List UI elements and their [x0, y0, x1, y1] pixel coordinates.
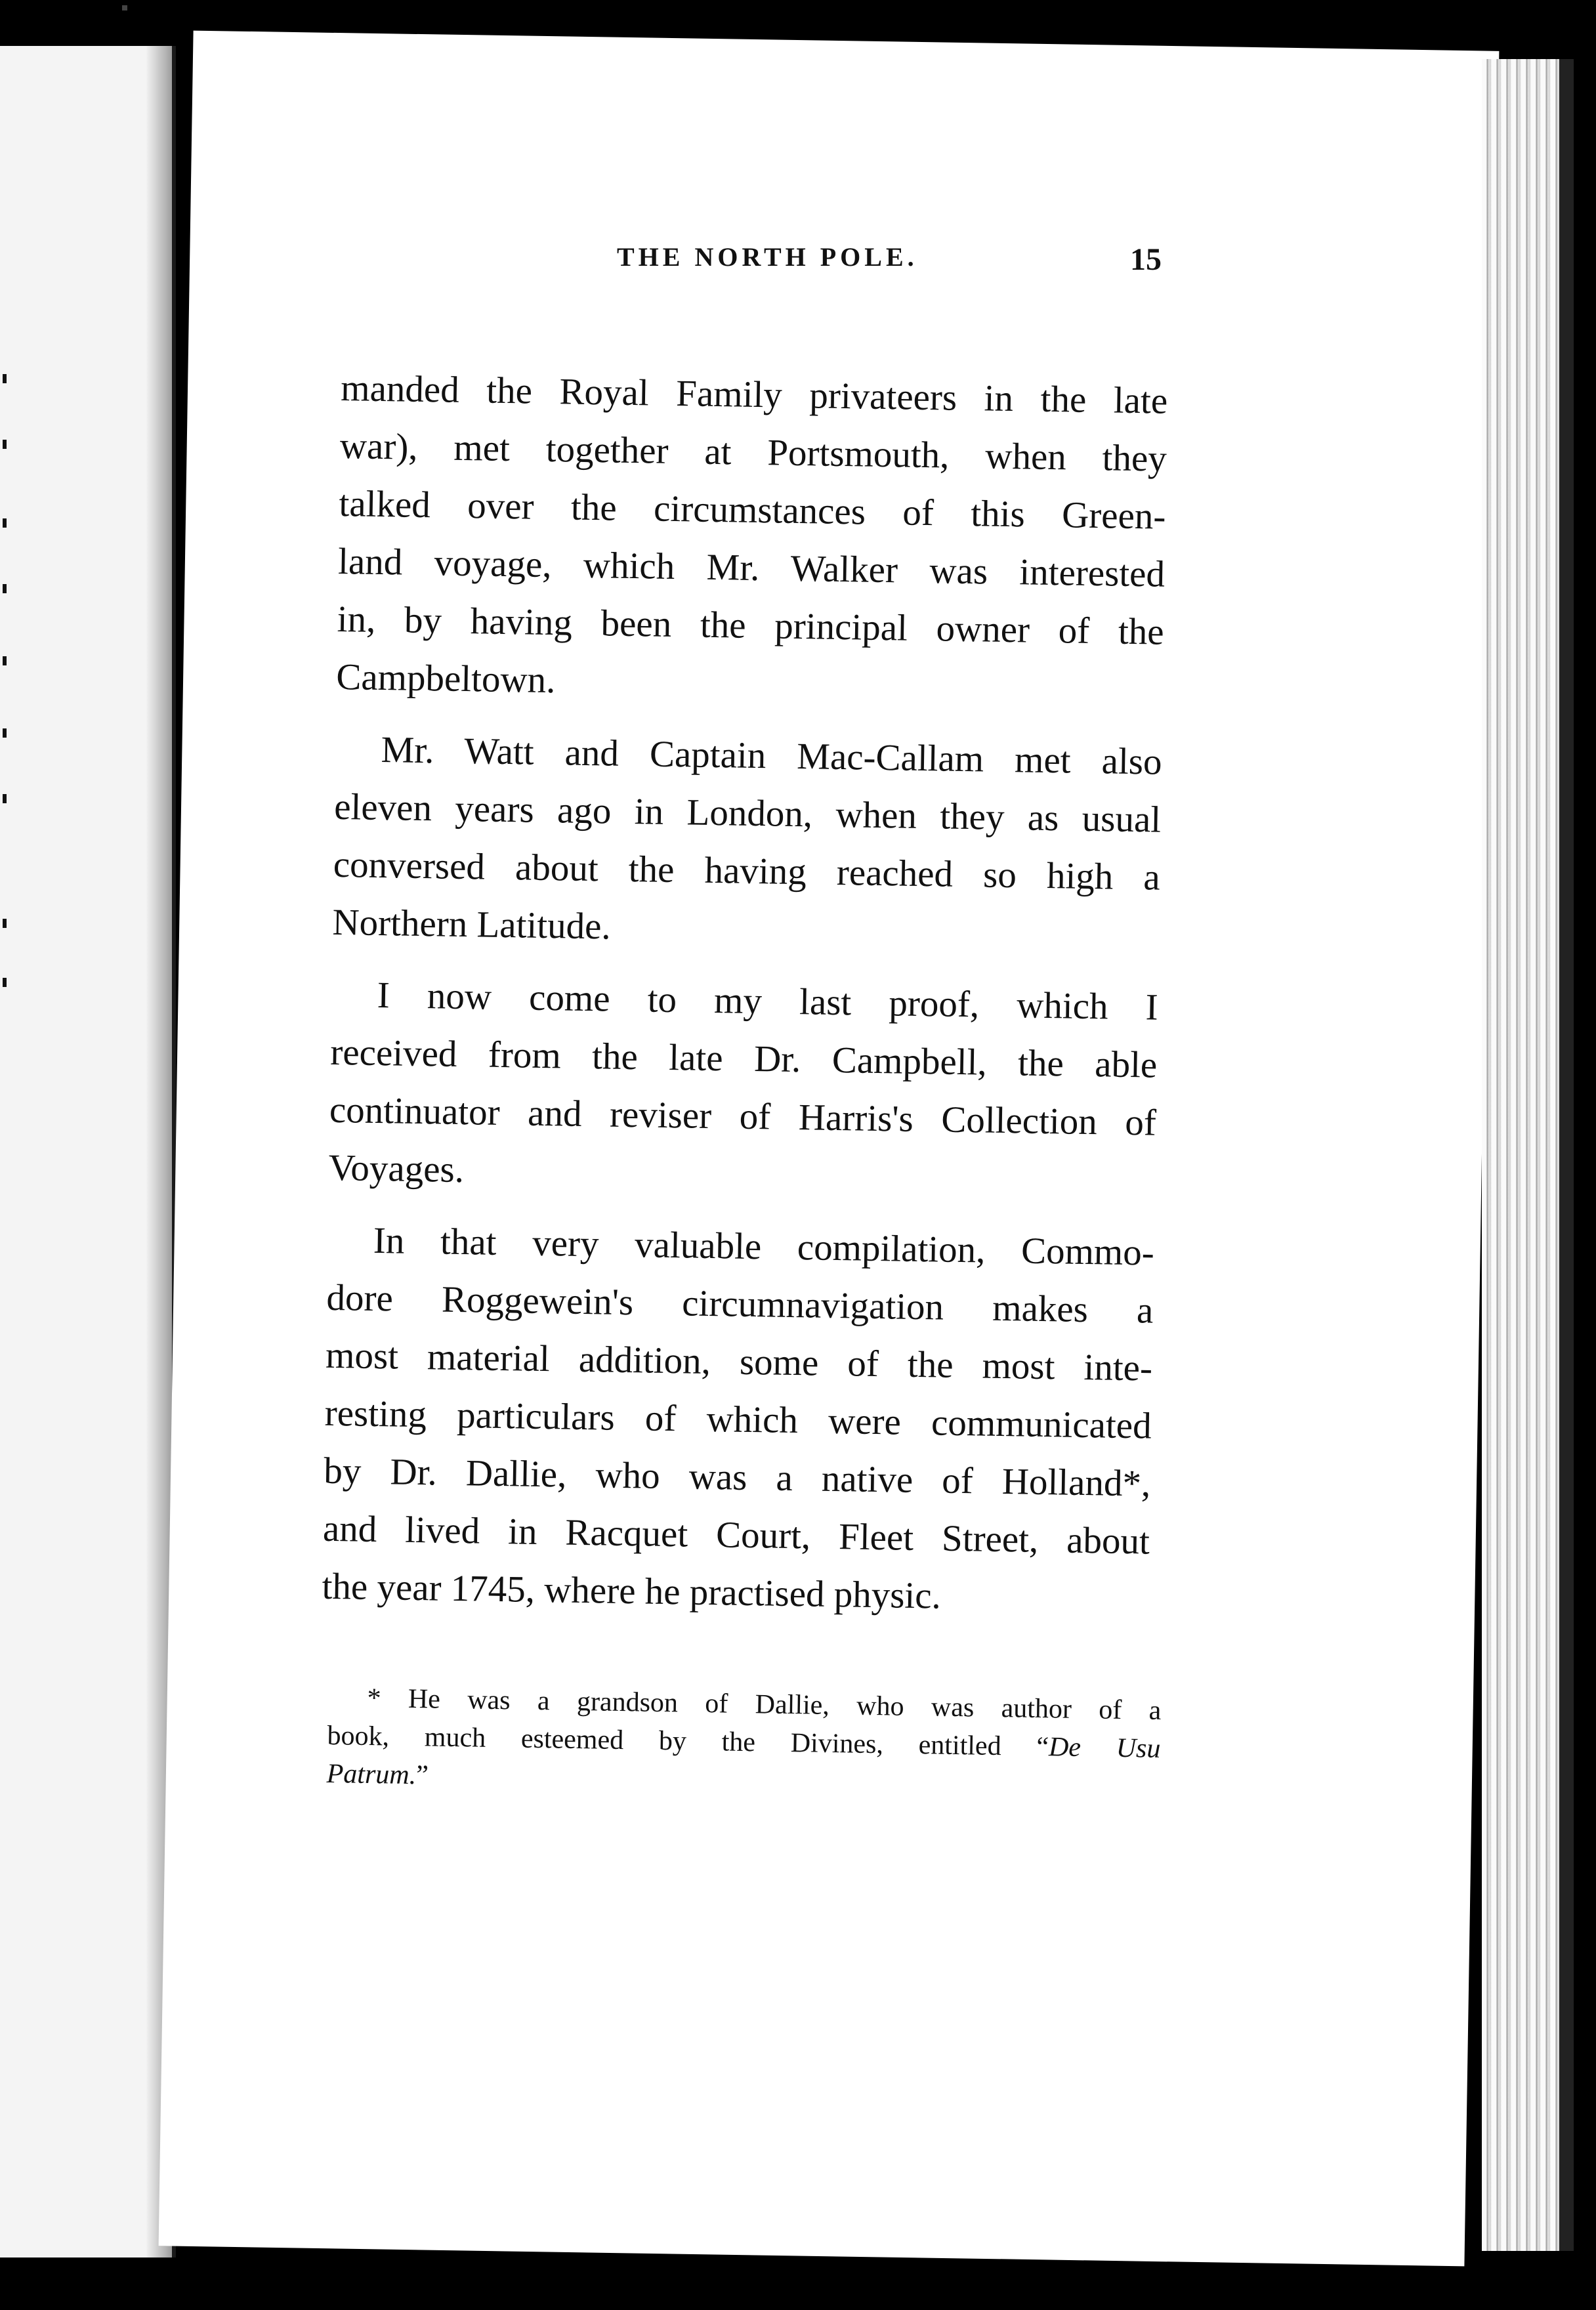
text-line: by Dr. Dallie, who was a native of Holland*, — [323, 1450, 1151, 1505]
facing-page-edge — [0, 46, 176, 2258]
text-line: conversed about the having reached so high a — [333, 843, 1161, 898]
scan-speck — [122, 5, 127, 10]
text-line: in, by having been the principal owner of the — [337, 598, 1165, 653]
text-line: Northern Latitude. — [332, 901, 612, 948]
page-block-edges — [1482, 59, 1574, 2251]
text-line: land voyage, which Mr. Walker was interested — [337, 540, 1166, 595]
paragraph — [336, 360, 1168, 719]
text-line: war), met together at Portsmouth, when they — [339, 425, 1167, 480]
paragraph — [332, 721, 1162, 965]
body-text — [322, 360, 1168, 1643]
edge-mark — [3, 919, 7, 928]
text-line: In that very valuable compilation, Commo- — [373, 1219, 1155, 1274]
text-line: continuator and reviser of Harris's Collection of — [329, 1089, 1157, 1144]
paragraph — [328, 966, 1158, 1210]
text-line: I now come to my last proof, which I — [377, 974, 1159, 1028]
edge-mark — [3, 518, 7, 528]
running-title: THE NORTH POLE. — [617, 242, 918, 272]
edge-mark — [3, 728, 7, 738]
scan-speck — [223, 2277, 230, 2294]
footnote-text: ” — [415, 1760, 429, 1791]
running-head — [420, 235, 1168, 287]
page-block-shadow — [1559, 59, 1574, 2251]
text-line: the year 1745, where he practised physic. — [322, 1565, 942, 1617]
footnote-book-title: Patrum. — [326, 1758, 417, 1791]
edge-mark — [3, 440, 7, 449]
paragraph — [322, 1211, 1155, 1629]
footnote-line: * He was a grandson of Dallie, who was author of a — [367, 1683, 1162, 1726]
text-line: most material addition, some of the most inte- — [325, 1334, 1153, 1389]
text-line: Campbeltown. — [335, 656, 556, 702]
footnote-book-title: De Usu — [1048, 1732, 1161, 1764]
edge-mark — [3, 584, 7, 593]
text-line: resting particulars of which were communicated — [324, 1392, 1152, 1447]
text-line: Voyages. — [328, 1146, 465, 1191]
text-line: dore Roggewein's circumnavigation makes a — [326, 1276, 1154, 1332]
edge-mark — [3, 656, 7, 665]
edge-mark — [3, 978, 7, 987]
footnote-text: book, much esteemed by the Divines, entitled “ — [327, 1720, 1049, 1763]
edge-mark — [3, 374, 7, 383]
text-line: manded the Royal Family privateers in the late — [340, 367, 1168, 422]
text-line: eleven years ago in London, when they as usual — [333, 786, 1162, 841]
text-line: received from the late Dr. Campbell, the able — [329, 1031, 1158, 1086]
text-line: talked over the circumstances of this Green- — [339, 482, 1166, 537]
text-line: Mr. Watt and Captain Mac-Callam met also — [381, 729, 1163, 783]
text-line: and lived in Racquet Court, Fleet Street, about — [322, 1507, 1150, 1563]
footnote — [326, 1679, 1162, 1806]
edge-mark — [3, 794, 7, 803]
page-number: 15 — [1130, 242, 1162, 277]
